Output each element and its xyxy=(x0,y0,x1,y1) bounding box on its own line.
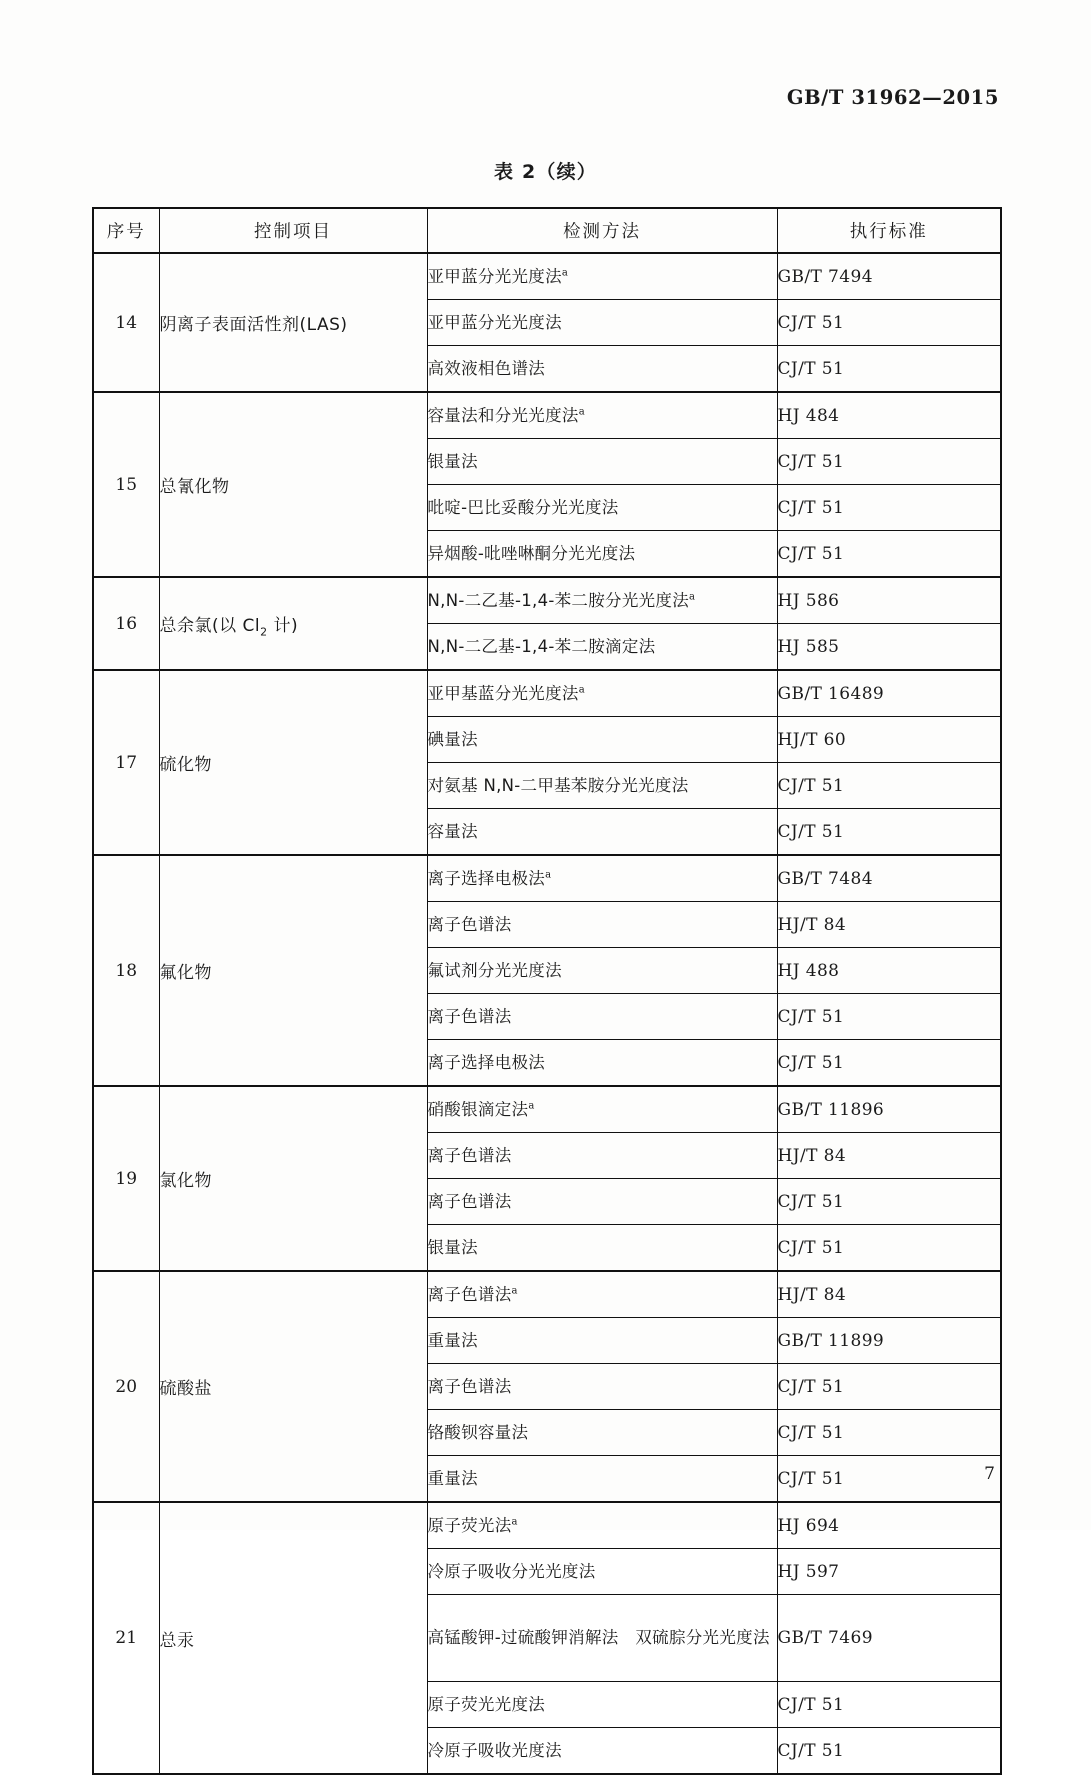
detection-method-cell: 原子荧光光度法 xyxy=(427,1682,777,1728)
footnote-marker: a xyxy=(528,1100,535,1112)
page-footer xyxy=(0,1464,1091,1484)
control-item-cell: 总余氯(以 $Cl_2$ 计) xyxy=(159,577,427,670)
detection-method-cell: 高锰酸钾-过硫酸钾消解法 双硫腙分光光度法 xyxy=(427,1595,777,1682)
detection-method-cell: 离子色谱法 xyxy=(427,1179,777,1225)
footnote-marker: a xyxy=(511,1285,518,1297)
execution-standard-cell: GB/T 7469 xyxy=(777,1595,1001,1682)
execution-standard-cell: HJ/T 84 xyxy=(777,1271,1001,1318)
control-item-cell: 氯化物 xyxy=(159,1086,427,1271)
row-number-cell: 15 xyxy=(93,392,159,577)
table-row xyxy=(93,670,1001,717)
detection-method-cell: 高效液相色谱法 xyxy=(427,346,777,393)
detection-method-cell: 异烟酸-吡唑啉酮分光光度法 xyxy=(427,531,777,578)
detection-method-cell: 离子选择电极法 xyxy=(427,1040,777,1087)
control-item-cell: 总氰化物 xyxy=(159,392,427,577)
execution-standard-cell: GB/T 7494 xyxy=(777,253,1001,300)
execution-standard-cell: HJ 585 xyxy=(777,624,1001,671)
execution-standard-cell: CJ/T 51 xyxy=(777,1728,1001,1775)
detection-method-cell: 碘量法 xyxy=(427,717,777,763)
execution-standard-cell: HJ 484 xyxy=(777,392,1001,439)
detection-method-cell: 离子色谱法 xyxy=(427,994,777,1040)
detection-method-cell: 离子色谱法 xyxy=(427,1133,777,1179)
execution-standard-cell: GB/T 11896 xyxy=(777,1086,1001,1133)
execution-standard-cell: CJ/T 51 xyxy=(777,809,1001,856)
column-header-no: 序号 xyxy=(93,208,159,253)
footnote-marker: a xyxy=(689,591,696,603)
execution-standard-cell: CJ/T 51 xyxy=(777,1040,1001,1087)
row-number-cell: 20 xyxy=(93,1271,159,1502)
execution-standard-cell: CJ/T 51 xyxy=(777,763,1001,809)
detection-method-cell: 离子选择电极法$^a$ xyxy=(427,855,777,902)
standard-code: GB/T 31962—2015 xyxy=(786,86,999,109)
detection-method-cell: 容量法 xyxy=(427,809,777,856)
table-body xyxy=(93,253,1001,1774)
footnote-marker: a xyxy=(578,684,585,696)
detection-method-cell: 离子色谱法 xyxy=(427,902,777,948)
execution-standard-cell: CJ/T 51 xyxy=(777,1682,1001,1728)
table-caption: 表 2（续） xyxy=(493,161,598,183)
footnote-marker: a xyxy=(578,406,585,418)
row-number-cell: 14 xyxy=(93,253,159,392)
table-row xyxy=(93,855,1001,902)
row-number-cell: 19 xyxy=(93,1086,159,1271)
detection-method-cell: 重量法 xyxy=(427,1318,777,1364)
execution-standard-cell: CJ/T 51 xyxy=(777,1364,1001,1410)
control-item-cell: 总汞 xyxy=(159,1502,427,1774)
control-item-cell: 硫化物 xyxy=(159,670,427,855)
table-row xyxy=(93,1502,1001,1549)
execution-standard-cell: CJ/T 51 xyxy=(777,531,1001,578)
detection-method-cell: 银量法 xyxy=(427,439,777,485)
detection-method-cell: N,N-二乙基-1,4-苯二胺分光光度法$^a$ xyxy=(427,577,777,624)
execution-standard-cell: HJ 586 xyxy=(777,577,1001,624)
row-number-cell: 16 xyxy=(93,577,159,670)
detection-methods-table xyxy=(92,207,1002,1775)
execution-standard-cell: HJ 694 xyxy=(777,1502,1001,1549)
footnote-marker: a xyxy=(545,869,552,881)
column-header-standard: 执行标准 xyxy=(777,208,1001,253)
detection-method-cell: 重量法 xyxy=(427,1456,777,1503)
table-row xyxy=(93,577,1001,624)
control-item-cell: 阴离子表面活性剂(LAS) xyxy=(159,253,427,392)
row-number-cell: 17 xyxy=(93,670,159,855)
row-number-cell: 18 xyxy=(93,855,159,1086)
detection-method-cell: 吡啶-巴比妥酸分光光度法 xyxy=(427,485,777,531)
execution-standard-cell: GB/T 16489 xyxy=(777,670,1001,717)
execution-standard-cell: CJ/T 51 xyxy=(777,1179,1001,1225)
execution-standard-cell: HJ 597 xyxy=(777,1549,1001,1595)
control-item-cell: 硫酸盐 xyxy=(159,1271,427,1502)
table-header xyxy=(93,208,1001,253)
execution-standard-cell: CJ/T 51 xyxy=(777,1410,1001,1456)
detection-method-cell: 亚甲蓝分光光度法 xyxy=(427,300,777,346)
execution-standard-cell: CJ/T 51 xyxy=(777,346,1001,393)
execution-standard-cell: CJ/T 51 xyxy=(777,1456,1001,1503)
detection-method-cell: 银量法 xyxy=(427,1225,777,1272)
detection-method-cell: 铬酸钡容量法 xyxy=(427,1410,777,1456)
table-row xyxy=(93,253,1001,300)
detection-method-cell: 原子荧光法$^a$ xyxy=(427,1502,777,1549)
control-item-cell: 氟化物 xyxy=(159,855,427,1086)
column-header-item: 控制项目 xyxy=(159,208,427,253)
detection-method-cell: 离子色谱法 xyxy=(427,1364,777,1410)
page-number: 7 xyxy=(984,1464,995,1484)
table-row xyxy=(93,1271,1001,1318)
page-header xyxy=(0,86,1091,116)
detection-method-cell: 亚甲蓝分光光度法$^a$ xyxy=(427,253,777,300)
row-number-cell: 21 xyxy=(93,1502,159,1774)
execution-standard-cell: GB/T 11899 xyxy=(777,1318,1001,1364)
detection-method-cell: 离子色谱法$^a$ xyxy=(427,1271,777,1318)
execution-standard-cell: CJ/T 51 xyxy=(777,1225,1001,1272)
detection-method-cell: 亚甲基蓝分光光度法$^a$ xyxy=(427,670,777,717)
column-header-method: 检测方法 xyxy=(427,208,777,253)
table-row xyxy=(93,392,1001,439)
footnote-marker: a xyxy=(511,1516,518,1528)
execution-standard-cell: CJ/T 51 xyxy=(777,439,1001,485)
execution-standard-cell: CJ/T 51 xyxy=(777,300,1001,346)
execution-standard-cell: GB/T 7484 xyxy=(777,855,1001,902)
execution-standard-cell: HJ 488 xyxy=(777,948,1001,994)
detection-method-cell: 对氨基 N,N-二甲基苯胺分光光度法 xyxy=(427,763,777,809)
execution-standard-cell: CJ/T 51 xyxy=(777,485,1001,531)
detection-method-cell: 冷原子吸收光度法 xyxy=(427,1728,777,1775)
execution-standard-cell: HJ/T 60 xyxy=(777,717,1001,763)
execution-standard-cell: HJ/T 84 xyxy=(777,902,1001,948)
detection-method-cell: N,N-二乙基-1,4-苯二胺滴定法 xyxy=(427,624,777,671)
detection-method-cell: 容量法和分光光度法$^a$ xyxy=(427,392,777,439)
detection-method-cell: 冷原子吸收分光光度法 xyxy=(427,1549,777,1595)
execution-standard-cell: CJ/T 51 xyxy=(777,994,1001,1040)
table-row xyxy=(93,1086,1001,1133)
detection-method-cell: 硝酸银滴定法$^a$ xyxy=(427,1086,777,1133)
table-container xyxy=(92,207,1000,1775)
execution-standard-cell: HJ/T 84 xyxy=(777,1133,1001,1179)
table-header-row xyxy=(93,208,1001,253)
footnote-marker: a xyxy=(561,267,569,279)
detection-method-cell: 氟试剂分光光度法 xyxy=(427,948,777,994)
